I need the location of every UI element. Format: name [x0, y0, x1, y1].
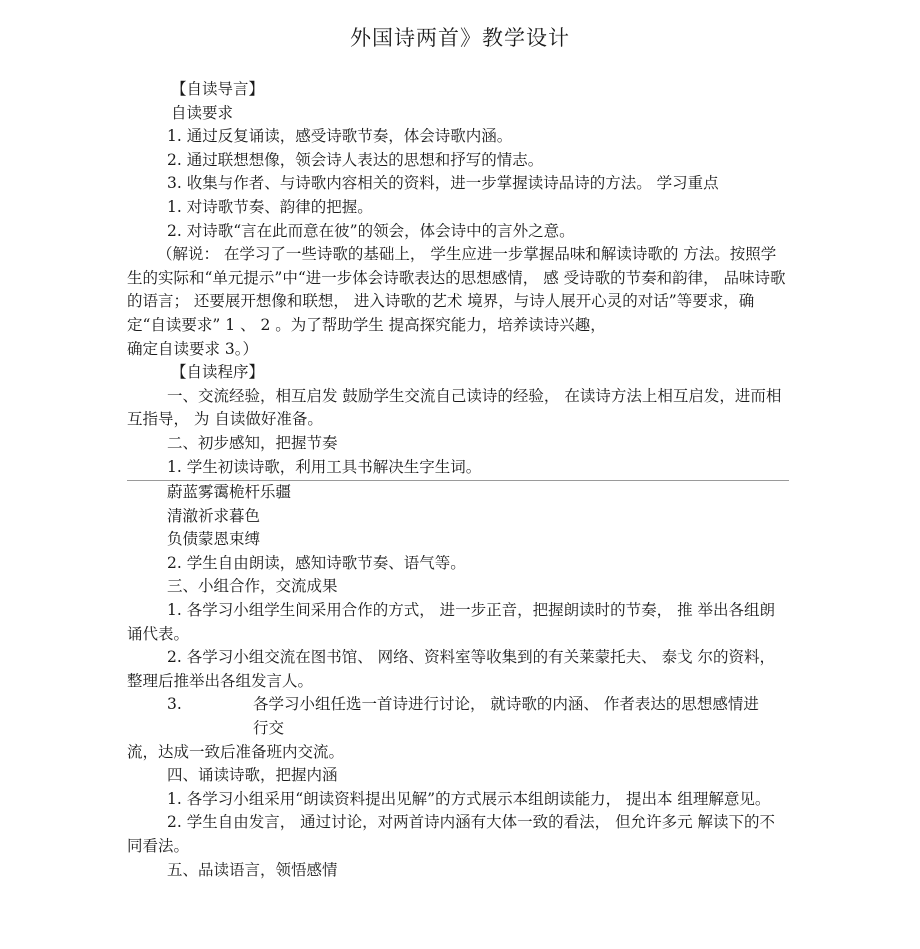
step-four-item-1-text: 1. 各学习小组采用“朗读资料提出见解”的方式展示本组朗读能力， 提出本 组理解意见。: [167, 789, 771, 808]
section-heading-intro: 【自读导言】: [171, 80, 265, 98]
explanation-paragraph: [127, 243, 789, 337]
vocab-line-2: 清澈祈求暮色: [167, 506, 261, 525]
step-three-item-3: [127, 693, 789, 740]
step-four-item-2-text: 2. 学生自由发言， 通过讨论，对两首诗内涵有大体一致的看法， 但允许多元 解读下的不同看法。: [127, 813, 775, 855]
section-heading-procedure: 【自读程序】: [171, 363, 265, 382]
step-four-item-1: [127, 788, 789, 812]
step-three-heading: 三、小组合作，交流成果: [167, 577, 338, 596]
subheading-requirements: 自读要求: [171, 103, 234, 122]
step-two-item-2: 2. 学生自由朗读，感知诗歌节奏、语气等。: [167, 553, 466, 572]
step-two-item-1: 1. 学生初读诗歌，利用工具书解决生字生词。: [167, 457, 482, 476]
vocab-line-1: 蔚蓝雾霭桅杆乐疆: [167, 483, 292, 502]
document-body: [127, 78, 789, 882]
step-one-text: 一、交流经验，相互启发 鼓励学生交流自己读诗的经验， 在读诗方法上相互启发，进而相互指导， 为 自读做好准备。: [127, 386, 782, 429]
step-two-heading: 二、初步感知，把握节奏: [167, 433, 338, 452]
requirement-item-1: 1. 通过反复诵读，感受诗歌节奏，体会诗歌内涵。: [167, 127, 513, 146]
step-three-item-1: [127, 599, 789, 646]
step-three-item-2-text: 2. 各学习小组交流在图书馆、 网络、资料室等收集到的有关莱蒙托夫、 泰戈 尔的资料，整理后推举出各组发言人。: [127, 648, 775, 690]
step-three-item-2: [127, 646, 789, 693]
requirement-item-3: 3. 收集与作者、与诗歌内容相关的资料，进一步掌握读诗品诗的方法。 学习重点: [167, 174, 719, 193]
explanation-text: （解说： 在学习了一些诗歌的基础上， 学生应进一步掌握品味和解读诗歌的 方法。按照学生的实际和“单元提示”中“进一步体会诗歌表达的思想感情， 感 受诗歌的节奏和韵律， 品味诗歌的语言； 还要展开想像和联想， 进入诗歌的艺术 境界，与诗人展开心灵的对话”等要求，确定“自读要求” 1 、 2 。为了帮助学生 提高探究能力，培养读诗兴趣，: [127, 245, 786, 334]
step-three-item-3-text: 各学习小组任选一首诗进行讨论， 就诗歌的内涵、 作者表达的思想感情进行交: [253, 695, 759, 738]
step-three-item-1-text: 1. 各学习小组学生间采用合作的方式， 进一步正音，把握朗读时的节奏， 推 举出各组朗诵代表。: [127, 601, 775, 643]
focus-item-2: 2. 对诗歌“言在此而意在彼”的领会，体会诗中的言外之意。: [167, 221, 575, 240]
explanation-closing: 确定自读要求 3。）: [127, 339, 259, 358]
focus-item-1: 1. 对诗歌节奏、韵律的把握。: [167, 197, 373, 216]
step-three-item-3-number: 3.: [167, 695, 182, 714]
requirement-item-2: 2. 通过联想想像，领会诗人表达的思想和抒写的情志。: [167, 150, 544, 169]
step-four-heading: 四、诵读诗歌，把握内涵: [167, 766, 338, 785]
vocab-line-3: 负债蒙恩束缚: [167, 530, 261, 549]
step-five-heading: 五、品读语言，领悟感情: [167, 860, 338, 879]
step-four-item-2: [127, 811, 789, 858]
step-one-paragraph: [127, 385, 789, 432]
step-three-item-3-continued: 流，达成一致后准备班内交流。: [127, 742, 345, 761]
document-title: 外国诗两首》教学设计: [350, 26, 570, 50]
